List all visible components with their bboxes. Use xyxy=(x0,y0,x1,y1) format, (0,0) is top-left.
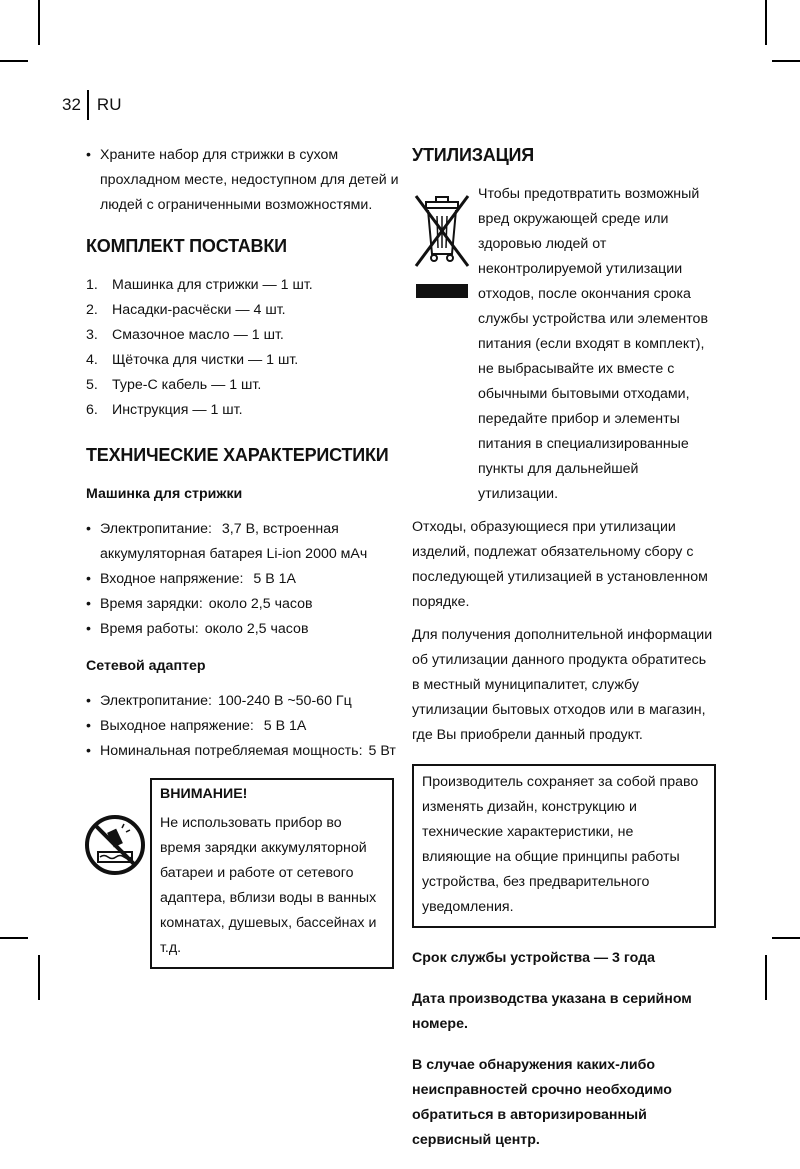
no-water-icon xyxy=(84,814,146,876)
clipper-specs xyxy=(86,517,402,642)
clipper-title: Машинка для стрижки xyxy=(86,486,243,502)
spec-item: • Время зарядки: около 2,5 часов xyxy=(86,592,402,617)
page-header xyxy=(62,90,121,120)
list-item: 6. Инструкция — 1 шт. xyxy=(86,402,243,418)
spec-item: • Электропитание: 3,7 В, встроенная аккумуляторная батарея Li-ion 2000 мАч xyxy=(86,517,402,567)
storage-list xyxy=(86,143,402,218)
crop-mark xyxy=(772,60,800,62)
crop-mark xyxy=(765,0,767,45)
package-title: КОМПЛЕКТ ПОСТАВКИ xyxy=(86,236,287,256)
warning-text: Не использовать прибор во время зарядки аккумуляторной батареи и работе от сетевого адаптера, вблизи воды в ванных комнатах, душевых, бассейнах и т.д. xyxy=(160,815,377,956)
crossed-bin-icon xyxy=(412,188,472,310)
left-column xyxy=(86,143,402,956)
crop-mark xyxy=(0,60,28,62)
package-list xyxy=(86,273,402,423)
header-divider xyxy=(87,90,89,120)
disposal-title: УТИЛИЗАЦИЯ xyxy=(412,145,534,165)
page-number: 32 xyxy=(62,95,81,114)
disposal-section xyxy=(412,182,716,507)
spec-item: • Электропитание: 100-240 В ~50-60 Гц xyxy=(86,689,402,714)
spec-item: • Время работы: около 2,5 часов xyxy=(86,617,402,642)
list-item: 1. Машинка для стрижки — 1 шт. xyxy=(86,277,313,293)
disposal-paragraph: Отходы, образующиеся при утилизации изделий, подлежат обязательному сбору с последующей утилизацией в установленном порядке. xyxy=(412,519,708,610)
production-date: Дата производства указана в серийном номере. xyxy=(412,991,692,1032)
warning-block xyxy=(86,778,402,956)
service-life: Срок службы устройства — 3 года xyxy=(412,950,655,966)
storage-bullet: • Храните набор для стрижки в сухом прохладном месте, недоступном для детей и людей с ограниченными возможностями. xyxy=(86,143,402,218)
adapter-title: Сетевой адаптер xyxy=(86,658,206,674)
service-center-note: В случае обнаружения каких-либо неисправностей срочно необходимо обратиться в авторизированный сервисный центр. xyxy=(412,1057,672,1148)
crop-mark xyxy=(0,937,28,939)
crop-mark xyxy=(38,955,40,1000)
warning-box xyxy=(150,778,394,969)
spec-item: • Номинальная потребляемая мощность: 5 Вт xyxy=(86,739,402,764)
right-column xyxy=(412,143,716,1169)
crop-mark xyxy=(765,955,767,1000)
warning-title: ВНИМАНИЕ! xyxy=(160,786,248,802)
specs-title: ТЕХНИЧЕСКИЕ ХАРАКТЕРИСТИКИ xyxy=(86,445,389,465)
manufacturer-notice: Производитель сохраняет за собой право изменять дизайн, конструкцию и технические характеристики, не влияющие на общие принципы работы устройства, без предварительного уведомления. xyxy=(412,764,716,928)
list-item: 4. Щёточка для чистки — 1 шт. xyxy=(86,352,299,368)
spec-item: • Входное напряжение: 5 В 1А xyxy=(86,567,402,592)
disposal-paragraph: Для получения дополнительной информации об утилизации данного продукта обратитесь в местный муниципалитет, службу утилизации бытовых отходов или в магазин, где Вы приобрели данный продукт. xyxy=(412,627,713,743)
list-item: 2. Насадки-расчёски — 4 шт. xyxy=(86,302,286,318)
adapter-specs xyxy=(86,689,402,764)
crop-mark xyxy=(772,937,800,939)
list-item: 5. Type-C кабель — 1 шт. xyxy=(86,377,262,393)
disposal-text: Чтобы предотвратить возможный вред окружающей среде или здоровью людей от неконтролируемой утилизации отходов, после окончания срока службы устройства или элементов питания (если входят в комплект), не выбрасывайте их вместе с обычными бытовыми отходами, передайте прибор и элементы питания в специализированные пункты для дальнейшей утилизации. xyxy=(478,186,708,502)
list-item: 3. Смазочное масло — 1 шт. xyxy=(86,327,284,343)
language-label: RU xyxy=(96,95,122,114)
crop-mark xyxy=(38,0,40,45)
spec-item: • Выходное напряжение: 5 В 1А xyxy=(86,714,402,739)
